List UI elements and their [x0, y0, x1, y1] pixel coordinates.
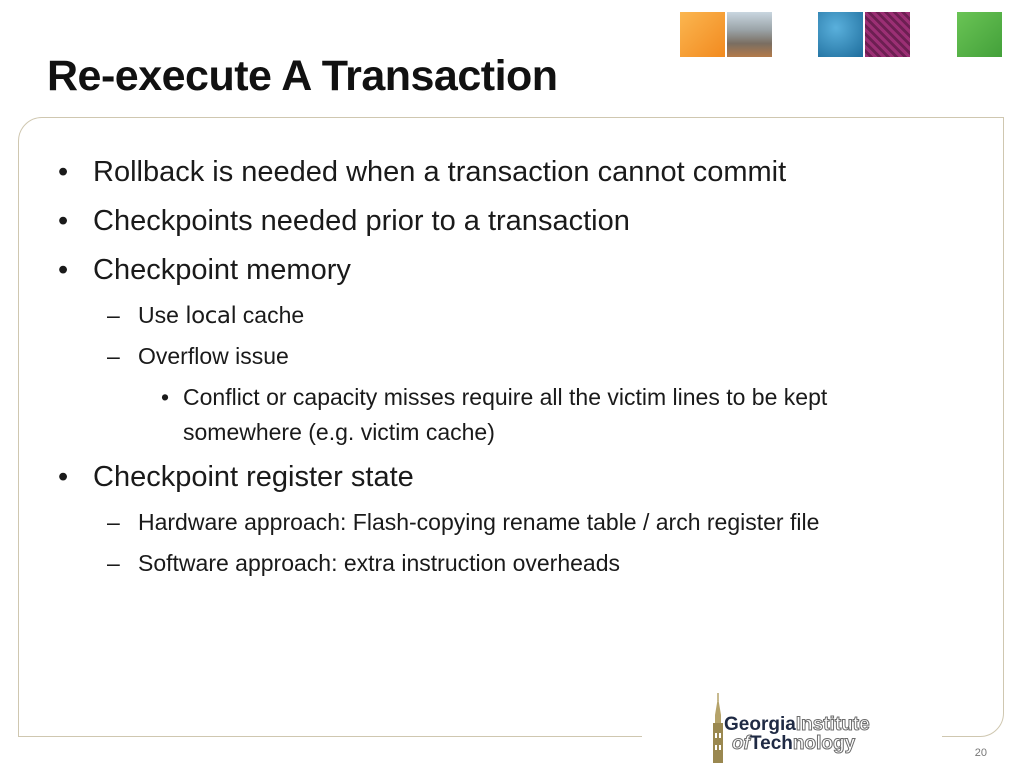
logo-of: of — [732, 733, 750, 754]
sub-bullet-hardware-approach: Hardware approach: Flash-copying rename table / arch register file — [138, 509, 820, 535]
slide-title: Re-execute A Transaction — [47, 52, 558, 100]
sub-bullet-software-approach: Software approach: extra instruction overheads — [138, 550, 620, 576]
thumb-green — [957, 12, 1002, 57]
bullet-marker: • — [58, 461, 69, 493]
bullet-register-state: Checkpoint register state — [93, 461, 414, 493]
logo-institute: Institute — [795, 714, 870, 735]
sub-sub-bullet-conflict-line1: Conflict or capacity misses require all the victim lines to be kept — [183, 384, 828, 410]
georgia-tech-logo — [642, 693, 942, 765]
bullet-checkpoint-memory: Checkpoint memory — [93, 254, 351, 286]
logo-georgia: Georgia — [724, 714, 796, 735]
bullet-rollback: Rollback is needed when a transaction cannot commit — [93, 156, 787, 188]
dash-marker: – — [107, 302, 120, 328]
bullet-checkpoints-needed: Checkpoints needed prior to a transaction — [93, 205, 630, 237]
dash-marker: – — [107, 343, 120, 369]
sub-bullet-overflow: Overflow issue — [138, 343, 289, 369]
sub-bullet-local-cache — [138, 302, 304, 329]
logo-nology: nology — [792, 733, 856, 754]
sub-sub-bullet-conflict-line2: somewhere (e.g. victim cache) — [183, 419, 495, 445]
logo-tech: Tech — [749, 733, 793, 754]
page-number: 20 — [974, 747, 987, 759]
bullet-marker: • — [58, 254, 69, 286]
thumb-circuit-photo — [865, 12, 910, 57]
thumb-campus-photo — [727, 12, 772, 57]
sub-bullet-text: Use — [138, 302, 186, 328]
thumb-blue — [818, 12, 863, 57]
bullet-marker-small: • — [161, 384, 170, 410]
bullet-marker: • — [58, 156, 69, 188]
emphasis-local: local — [185, 303, 237, 329]
bullet-marker: • — [58, 205, 69, 237]
sub-bullet-text: cache — [236, 302, 305, 328]
dash-marker: – — [107, 509, 120, 535]
dash-marker: – — [107, 550, 120, 576]
thumb-orange — [680, 12, 725, 57]
